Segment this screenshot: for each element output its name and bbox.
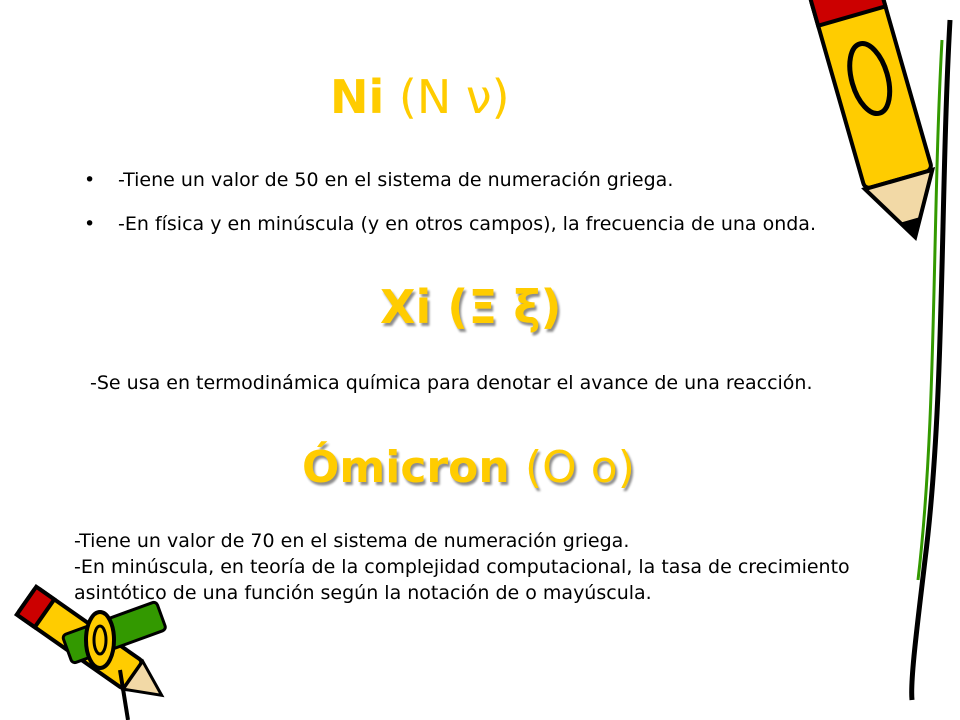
title-omicron <box>302 442 635 493</box>
title-ni-rest: (N ν) <box>398 70 510 124</box>
pencil-icon-right <box>800 0 960 720</box>
omicron-line: -Tiene un valor de 70 en el sistema de numeración griega. <box>74 530 630 552</box>
bullet-text: -En física y en minúscula (y en otros campos), la frecuencia de una onda. <box>118 213 816 235</box>
title-ni-bold: Ni <box>330 70 385 124</box>
xi-description: -Se usa en termodinámica química para denotar el avance de una reacción. <box>90 372 813 394</box>
bullet-text: -Tiene un valor de 50 en el sistema de numeración griega. <box>118 169 674 191</box>
list-item <box>84 202 874 246</box>
title-omicron-paren: (Ο ο) <box>525 442 635 493</box>
title-omicron-bold: Ómicron <box>302 442 510 493</box>
bullet-icon: • <box>84 213 96 235</box>
title-ni <box>330 70 510 124</box>
omicron-line: -En minúscula, en teoría de la complejidad computacional, la tasa de crecimiento asintótico de una función según la notación de o mayúscula. <box>74 556 850 604</box>
list-item <box>84 164 874 196</box>
ni-bullet-list <box>84 164 874 252</box>
bullet-icon: • <box>84 169 96 191</box>
title-xi: Xi (Ξ ξ) <box>380 280 562 334</box>
omicron-description <box>74 528 874 606</box>
